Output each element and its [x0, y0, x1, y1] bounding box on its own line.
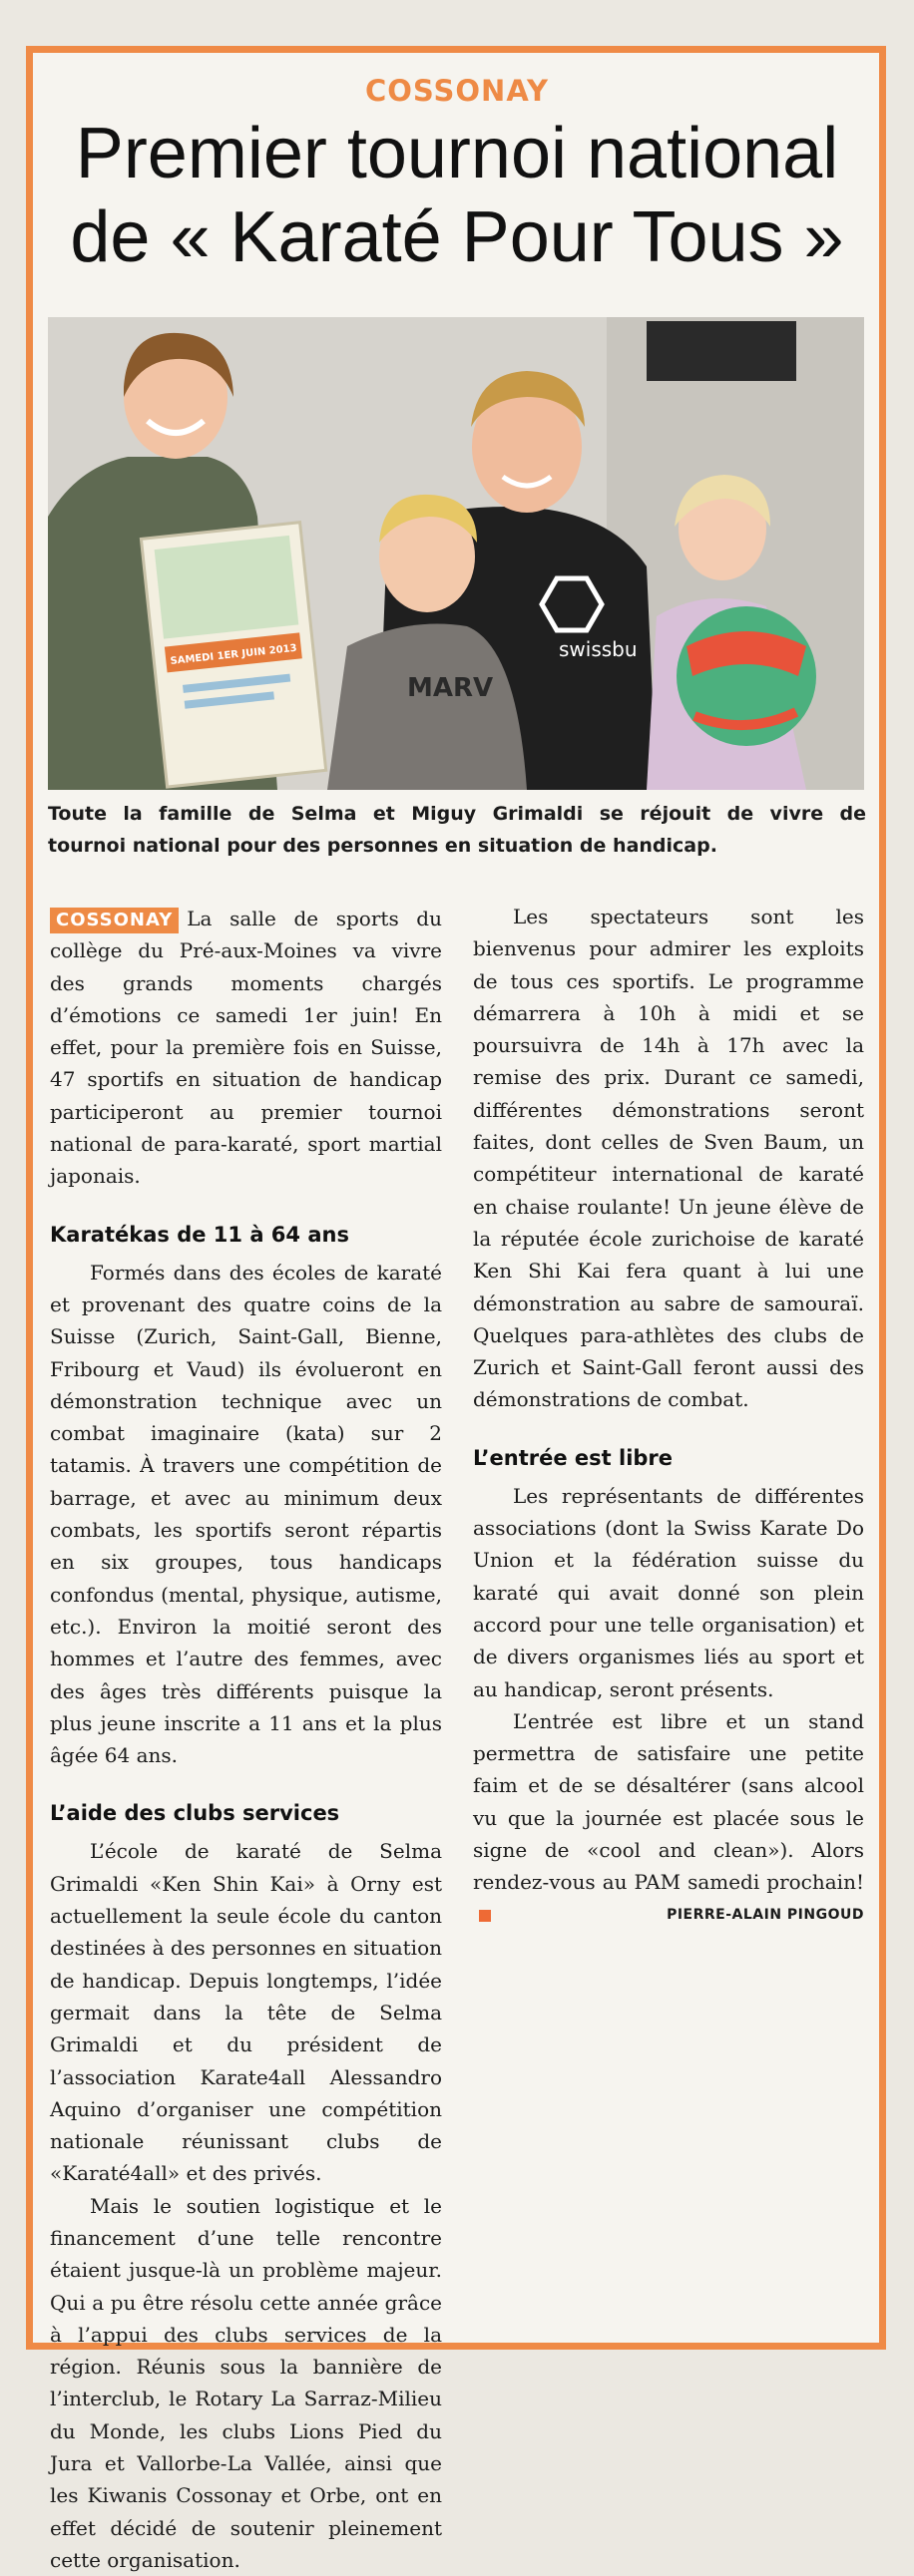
article-headline — [30, 112, 884, 279]
dateline-badge: COSSONAY — [50, 908, 179, 933]
family-photo-illustration — [48, 317, 864, 790]
paragraph-representants: Les représentants de différentes associations (dont la Swiss Karate Do Union et la fédération suisse du karaté qui avait donné son plein accord pour une telle organisation) et de divers organismes liés au sport et au handicap, seront présents. — [473, 1483, 864, 1701]
section-heading-entree: L’entrée est libre — [473, 1445, 674, 1470]
photo-caption — [48, 798, 866, 862]
paragraph-entree — [473, 1705, 864, 1931]
poster-text: SAMEDI 1ER JUIN 2013 — [170, 642, 298, 668]
closing-block — [473, 1705, 864, 1931]
headline-line-2: de « Karaté Pour Tous » — [70, 197, 844, 277]
headline-line-1: Premier tournoi national — [75, 114, 839, 193]
family-photo — [48, 317, 864, 790]
article-column-left — [50, 903, 442, 2576]
intro-paragraph — [50, 903, 442, 1193]
caption-line-1: Toute la famille de Selma et Miguy Grimaldi se réjouit de vivre de — [48, 803, 866, 825]
end-mark-icon — [479, 1910, 491, 1922]
paragraph-soutien: Mais le soutien logistique et le financement d’une telle rencontre étaient jusque-là un problème majeur. Qui a pu être résolu cette année grâce à l’appui des clubs services de la région. Réunis sous la bannière de l’interclub, le Rotary La Sarraz-Milieu du Monde, les clubs Lions Pied du Jura et Vallorbe-La Vallée, ainsi que les Kiwanis Cossonay et Orbe, ont en effet décidé de soutenir pleinement cette organisation. — [50, 2193, 442, 2572]
author-byline: PIERRE-ALAIN PINGOUD — [667, 1906, 864, 1923]
section-heading-clubs: L’aide des clubs services — [50, 1801, 340, 1826]
paragraph-karatekas: Formés dans des écoles de karaté et provenant des quatre coins de la Suisse (Zurich, Saint-Gall, Bienne, Fribourg et Vaud) ils évolueront en démonstration technique avec un combat imaginaire (kata) sur 2 tatamis. À travers une compétition de barrage, et avec au minimum deux combats, les sportifs seront répartis en six groupes, tous handicaps confondus (mental, physique, autisme, etc.). Environ la moitié seront des hommes et l’autre des femmes, avec des âges très différents puisque la plus jeune inscrite a 11 ans et la plus âgée 64 ans. — [50, 1260, 442, 1768]
intro-text: La salle de sports du collège du Pré-aux-Moines va vivre des grands moments chargés d’émotions ce samedi 1er juin! En effet, pour la première fois en Suisse, 47 sportifs en situation de handicap participeront au premier tournoi national de para-karaté, sport martial japonais. — [50, 907, 442, 1189]
boy-shirt-text: MARV — [407, 673, 494, 703]
man-shirt-text: swissbu — [559, 637, 638, 661]
paragraph-entree-text: L’entrée est libre et un stand permettra de satisfaire une petite faim et de se désaltérer (sans alcool vu que la journée est placée sous le signe de «cool and clean»). Alors rendez-vous au PAM samedi prochain! — [473, 1708, 864, 1895]
paragraph-spectateurs: Les spectateurs sont les bienvenus pour admirer les exploits de tous ces sportifs. Le programme démarrera à 10h à midi et se poursuivra de 14h à 17h avec la remise des prix. Durant ce samedi, différentes démonstrations seront faites, dont celles de Sven Baum, un compétiteur international de karaté en chaise roulante! Un jeune élève de la réputée école zurichoise de karaté Ken Shi Kai fera quant à lui une démonstration au sabre de samouraï. Quelques para-athlètes des clubs de Zurich et Saint-Gall feront aussi des démonstrations de combat. — [473, 905, 864, 1412]
article-kicker: COSSONAY — [365, 74, 549, 108]
caption-line-2: tournoi national pour des personnes en situation de handicap. — [48, 835, 717, 857]
article-column-right — [473, 901, 864, 1931]
paragraph-ecole: L’école de karaté de Selma Grimaldi «Ken Shin Kai» à Orny est actuellement la seule école du canton destinées à des personnes en situation de handicap. Depuis longtemps, l’idée germait dans la tête de Selma Grimaldi et du président de l’association Karate4all Alessandro Aquino d’organiser une compétition nationale réunissant clubs de «Karaté4all» et des privés. — [50, 1839, 442, 2186]
section-heading-karatekas: Karatékas de 11 à 64 ans — [50, 1222, 349, 1247]
